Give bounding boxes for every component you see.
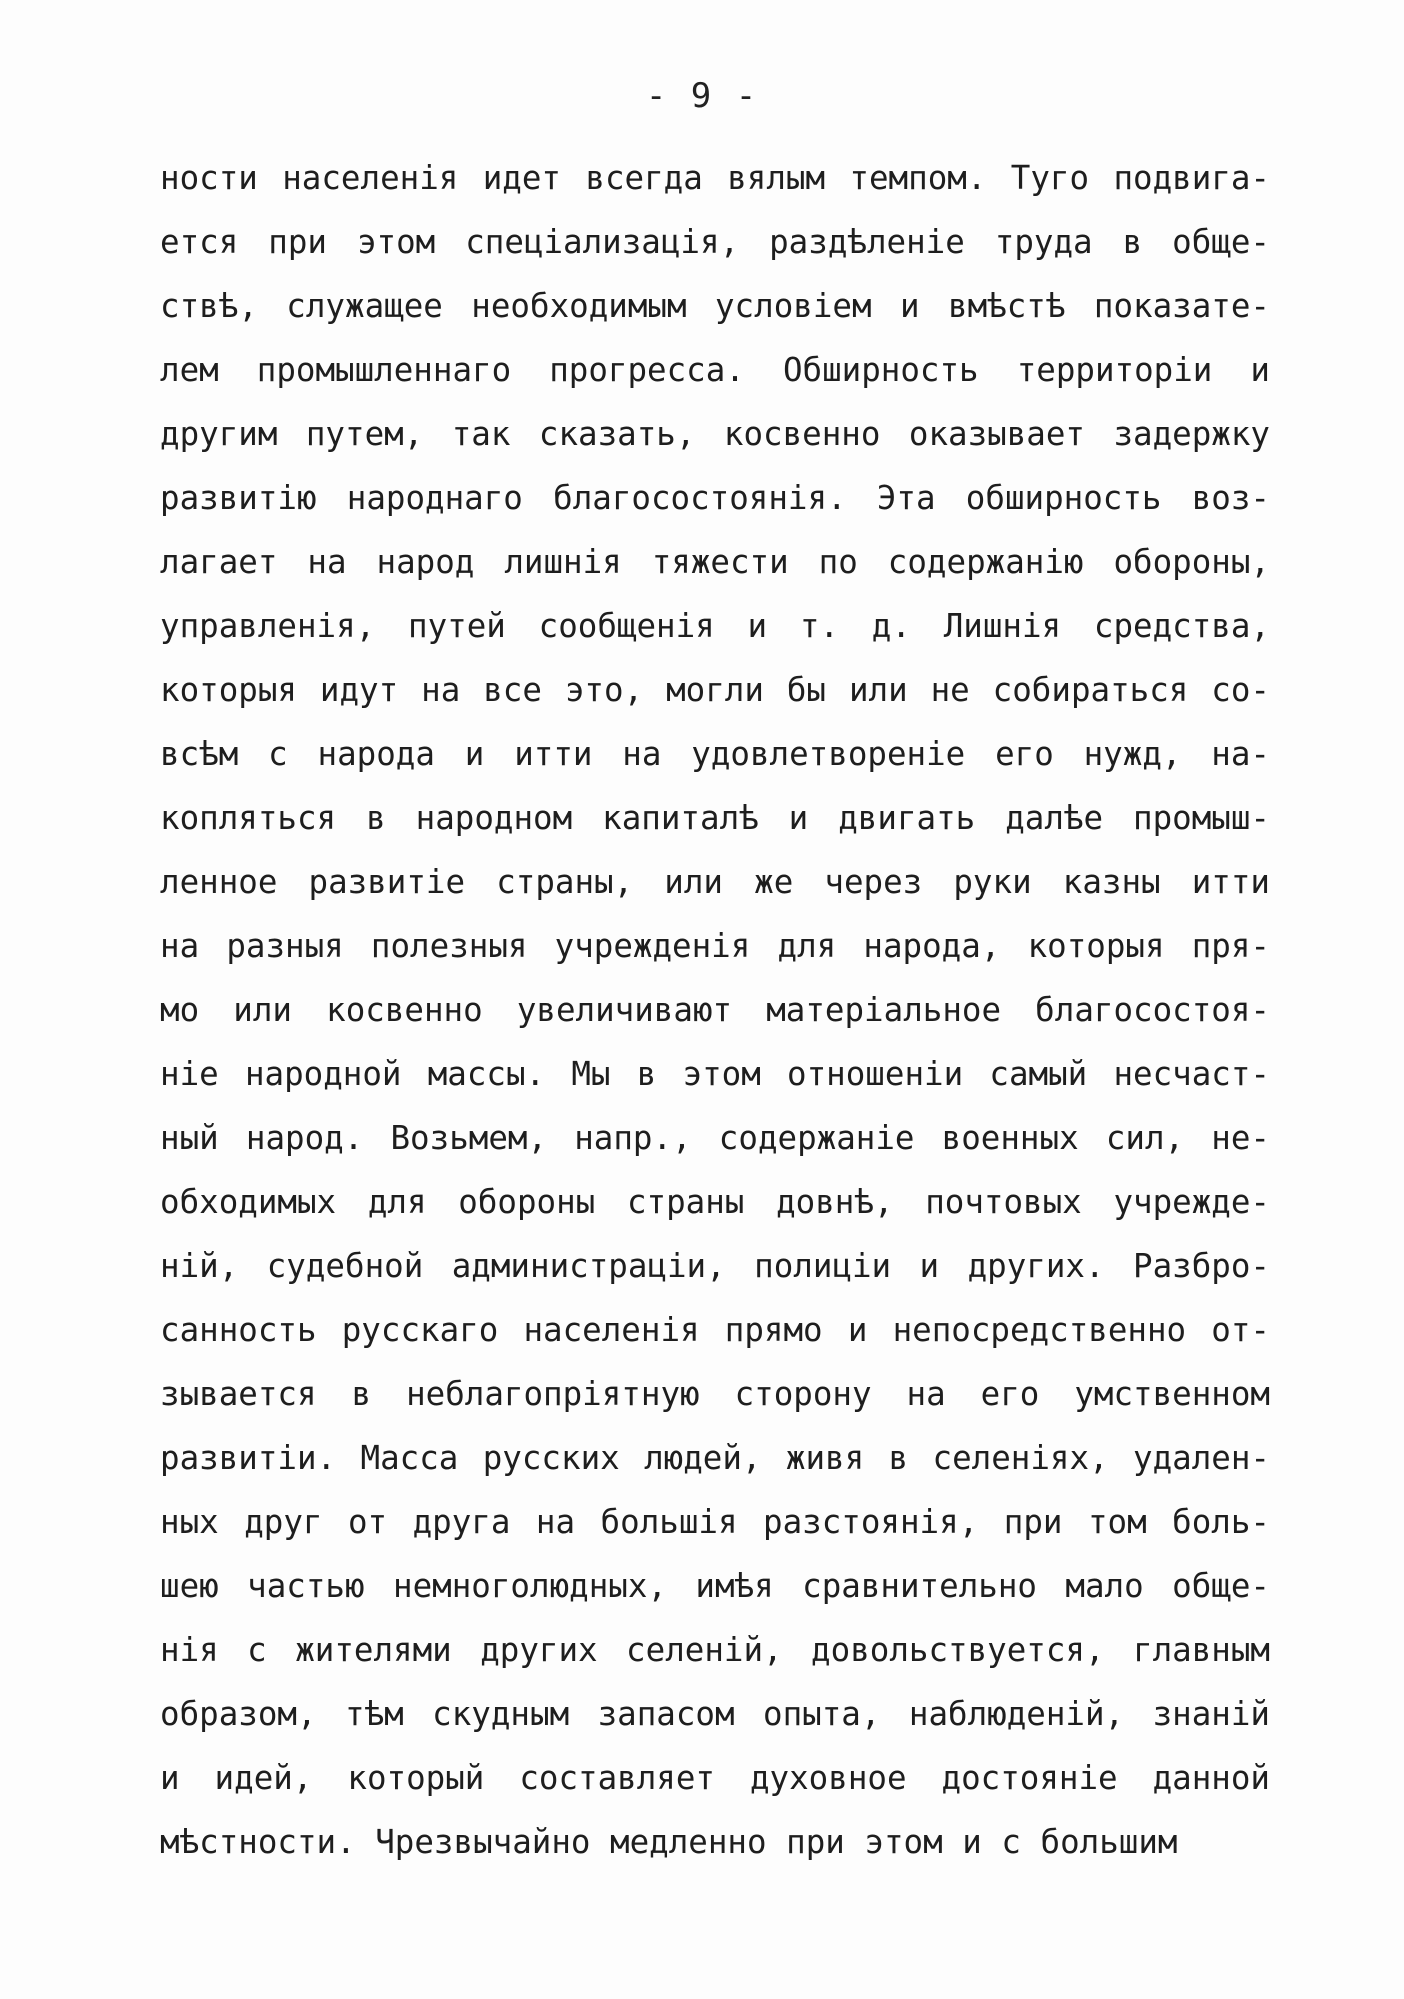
text-line: всѣм с народа и итти на удовлетвореніе его нужд, на- [160,735,1270,773]
text-line: мо или косвенно увеличивают матеріальное благосостоя- [160,991,1270,1029]
text-line: шею частью немноголюдных, имѣя сравнительно мало обще- [160,1567,1270,1605]
text-line: другим путем, так сказать, косвенно оказывает задержку [160,415,1270,453]
body-text [160,146,1270,1874]
text-line: ности населенія идет всегда вялым темпом. Туго подвига- [160,159,1270,197]
text-line: на разныя полезныя учрежденія для народа, которыя пря- [160,927,1270,965]
text-line: ленное развитіе страны, или же через руки казны итти [160,863,1270,901]
text-line: ется при этом спеціализація, раздѣленіе труда в обще- [160,223,1270,261]
text-line: которыя идут на все это, могли бы или не собираться со- [160,671,1270,709]
page-number: - 9 - [645,76,759,116]
text-line: зывается в неблагопріятную сторону на его умственном [160,1375,1270,1413]
text-line: развитіи. Масса русских людей, живя в селеніях, удален- [160,1439,1270,1477]
text-line: лагает на народ лишнія тяжести по содержанію обороны, [160,543,1270,581]
text-line: управленія, путей сообщенія и т. д. Лишнія средства, [160,607,1270,645]
text-line: ных друг от друга на большія разстоянія, при том боль- [160,1503,1270,1541]
text-line: санность русскаго населенія прямо и непосредственно от- [160,1311,1270,1349]
text-line: ніе народной массы. Мы в этом отношеніи самый несчаст- [160,1055,1270,1093]
text-line: нія с жителями других селеній, довольствуется, главным [160,1631,1270,1669]
text-line: образом, тѣм скудным запасом опыта, наблюденій, знаній [160,1695,1270,1733]
text-line: развитію народнаго благосостоянія. Эта обширность воз- [160,479,1270,517]
text-line: ній, судебной администраціи, полиціи и других. Разбро- [160,1247,1270,1285]
text-line: ствѣ, служащее необходимым условіем и вмѣстѣ показате- [160,287,1270,325]
text-line: копляться в народном капиталѣ и двигать далѣе промыш- [160,799,1270,837]
text-line: мѣстности. Чрезвычайно медленно при этом и с большим [160,1823,1178,1861]
text-line: ный народ. Возьмем, напр., содержаніе военных сил, не- [160,1119,1270,1157]
text-line: и идей, который составляет духовное достояніе данной [160,1759,1270,1797]
text-line: лем промышленнаго прогресса. Обширность территоріи и [160,351,1270,389]
text-line: обходимых для обороны страны довнѣ, почтовых учрежде- [160,1183,1270,1221]
